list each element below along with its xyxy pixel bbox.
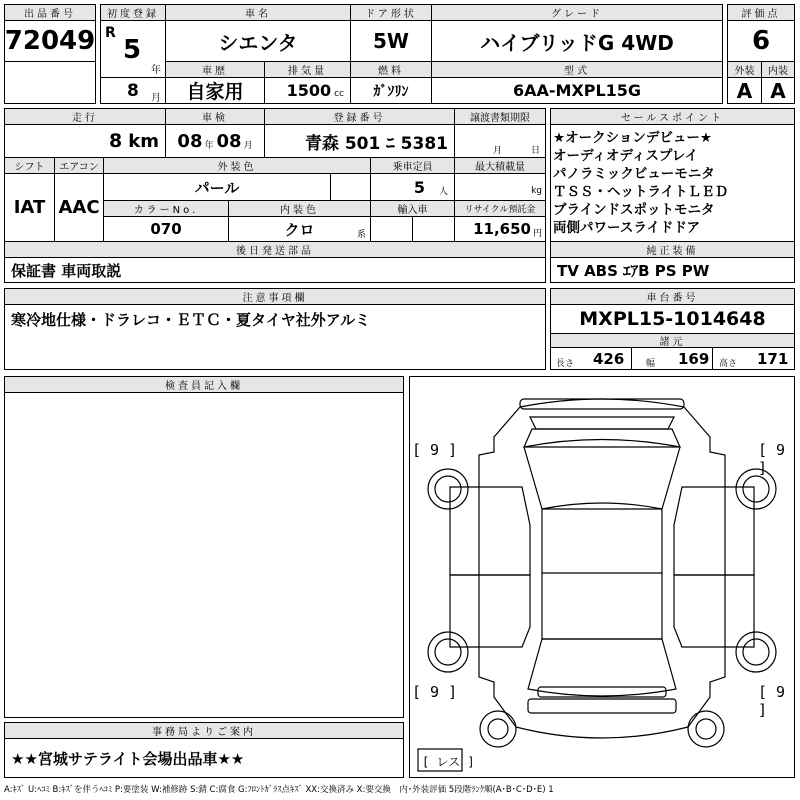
- door-type: 5W: [350, 20, 432, 62]
- car-diagram: [409, 376, 795, 778]
- mileage-box: [4, 124, 166, 158]
- width-label: 幅: [646, 359, 656, 369]
- sales-point-item: ＴＳＳ・ヘットライトＬＥＤ: [553, 184, 729, 200]
- recycle-label: リサイクル預託金: [454, 200, 546, 217]
- displacement-label: 排気量: [264, 61, 351, 78]
- displacement-unit: cc: [334, 88, 344, 99]
- fuel: ｶﾞｿﾘﾝ: [350, 77, 432, 104]
- capacity-unit: 人: [438, 186, 448, 197]
- sales-point-item: オーディオディスプレイ: [553, 148, 699, 164]
- sales-point-item: ブラインドスポットモニタ: [553, 202, 715, 218]
- mileage-unit: km: [128, 130, 159, 152]
- score-label: 評価点: [727, 4, 795, 21]
- capacity: 5: [413, 177, 425, 197]
- office-notice: ★★宮城サテライト会場出品車★★: [4, 738, 404, 778]
- grade-label: グレード: [431, 4, 723, 21]
- width: 169: [678, 350, 710, 368]
- model-label: 型式: [431, 61, 723, 78]
- ext-color: パール: [103, 173, 331, 201]
- color-no-label: カラーNo.: [103, 200, 229, 217]
- tire-front-left-depth: [ 9 ]: [412, 441, 458, 459]
- damage-legend: A:ｷｽﾞ U:ﾍｺﾐ B:ｷｽﾞを伴うﾍｺﾐ P:要塗装 W:補修跡 S:錆 C:腐食 G:ﾌﾛﾝﾄｶﾞﾗｽ点ｷｽﾞ XX:交換済み X:要交換 内･外装評価 5段階ﾗﾝｸ順(A･B･C･D･E) 1: [4, 785, 554, 795]
- capacity-label: 乗車定員: [370, 157, 455, 174]
- import-label: 輸入車: [370, 200, 455, 217]
- car-diagram-svg: [410, 377, 794, 777]
- inspection-box: [165, 124, 265, 158]
- tire-rear-left-depth: [ 9 ]: [412, 683, 458, 701]
- chassis-number: MXPL15-1014648: [550, 304, 795, 334]
- shift-label: シフト: [4, 157, 55, 174]
- recycle-box: [454, 216, 546, 242]
- inspection-year-unit: 年: [204, 140, 214, 151]
- transfer-month-unit: 月: [493, 146, 503, 156]
- color-no: 070: [103, 216, 229, 242]
- width-box: [631, 347, 713, 370]
- aircon-label: エアコン: [54, 157, 104, 174]
- recycle-fee: 11,650: [473, 220, 531, 238]
- transfer-day-unit: 日: [531, 146, 541, 156]
- transfer-label: 譲渡書類期限: [454, 108, 546, 125]
- equipment: TV ABS ｴｱB PS PW: [550, 257, 795, 283]
- lot-blank: [4, 61, 96, 104]
- first-reg-year: 5: [123, 35, 142, 65]
- height-box: [712, 347, 795, 370]
- notes-label: 注意事項欄: [4, 288, 546, 305]
- transfer-box: [454, 124, 546, 158]
- sales-point-item: パノラミックビューモニタ: [553, 166, 715, 182]
- int-color-unit: 系: [356, 230, 366, 240]
- mileage-label: 走行: [4, 108, 166, 125]
- height: 171: [757, 350, 789, 368]
- first-reg-month-box: [100, 77, 166, 104]
- fuel-label: 燃料: [350, 61, 432, 78]
- inspection-month: 08: [216, 130, 242, 152]
- later-parts-label: 後日発送部品: [4, 241, 546, 258]
- import-box-b: [412, 216, 455, 242]
- score: 6: [727, 20, 795, 62]
- model-code: 6AA-MXPL15G: [431, 77, 723, 104]
- office-label: 事務局よりご案内: [4, 722, 404, 739]
- ext-score: A: [727, 77, 762, 104]
- capacity-box: [370, 173, 455, 201]
- mileage: 8: [109, 130, 123, 152]
- height-label: 高さ: [719, 359, 738, 369]
- equipment-label: 純正装備: [550, 241, 795, 258]
- int-color-label: 内装色: [228, 200, 371, 217]
- dims-label: 諸元: [550, 333, 795, 348]
- spare-tire-status: [ レス ]: [422, 755, 475, 769]
- inspection-year: 08: [177, 130, 203, 152]
- year-unit: 年: [151, 65, 161, 76]
- length-label: 長さ: [556, 359, 575, 369]
- chassis-label: 車台番号: [550, 288, 795, 305]
- tire-front-right-depth: [ 9 ]: [758, 441, 786, 477]
- recycle-unit: 円: [532, 228, 542, 239]
- ext-color-extra: [330, 173, 371, 201]
- notes: 寒冷地仕様・ドラレコ・ＥＴＣ・夏タイヤ社外アルミ: [4, 304, 546, 370]
- int-score: A: [761, 77, 795, 104]
- car-name-label: 車名: [165, 4, 351, 21]
- displacement: 1500: [286, 81, 332, 100]
- length-box: [550, 347, 632, 370]
- displacement-box: [264, 77, 351, 104]
- first-reg-year-box: [100, 20, 166, 78]
- max-load-box: [454, 173, 546, 201]
- tire-rear-right-depth: [ 9 ]: [758, 683, 786, 719]
- first-reg-month: 8: [127, 81, 139, 101]
- import-box-a: [370, 216, 413, 242]
- ext-score-label: 外装: [727, 61, 762, 78]
- ext-color-label: 外装色: [103, 157, 371, 174]
- sales-point-item: ★オークションデビュー★: [553, 130, 712, 146]
- car-name: シエンタ: [165, 20, 351, 62]
- length: 426: [593, 350, 625, 368]
- history: 自家用: [165, 77, 265, 104]
- era: R: [105, 25, 116, 41]
- max-load-label: 最大積載量: [454, 157, 546, 174]
- sales-points-label: セールスポイント: [550, 108, 795, 125]
- int-color: クロ: [284, 220, 315, 239]
- int-score-label: 内装: [761, 61, 795, 78]
- door-label: ドア形状: [350, 4, 432, 21]
- inspection-month-unit: 月: [243, 140, 253, 151]
- int-color-box: [228, 216, 371, 242]
- lot-label: 出品番号: [4, 4, 96, 21]
- shift: IAT: [4, 173, 55, 242]
- aircon: AAC: [54, 173, 104, 242]
- sales-points-list: [550, 124, 795, 242]
- inspector-area: [4, 392, 404, 718]
- plate-number: 青森 501 ﾆ 5381: [264, 124, 455, 158]
- history-label: 車歴: [165, 61, 265, 78]
- grade: ハイブリッドG 4WD: [431, 20, 723, 62]
- first-reg-label: 初度登録: [100, 4, 166, 21]
- inspection-label: 車検: [165, 108, 265, 125]
- inspector-label: 検査員記入欄: [4, 376, 404, 393]
- later-parts: 保証書 車両取説: [4, 257, 546, 283]
- lot-number: 72049: [4, 20, 96, 62]
- sales-point-item: 両側パワースライドドア: [553, 220, 701, 236]
- max-load-unit: kg: [531, 186, 542, 196]
- plate-label: 登録番号: [264, 108, 455, 125]
- month-unit: 月: [151, 93, 161, 104]
